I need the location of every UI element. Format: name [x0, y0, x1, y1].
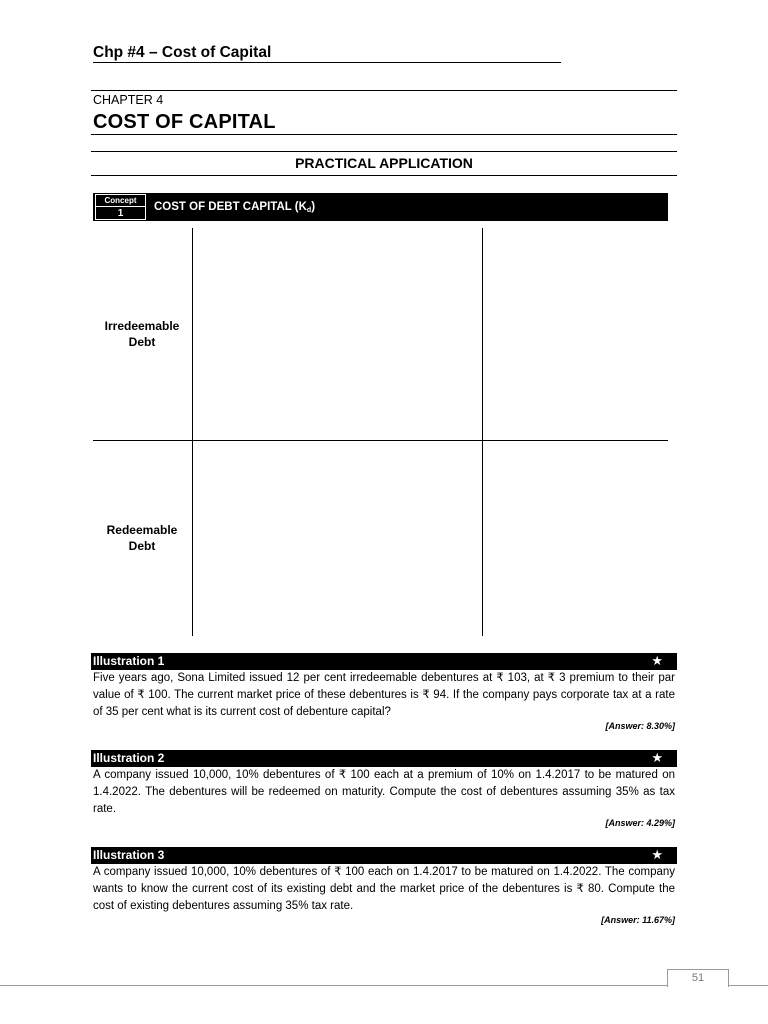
illustration-bar — [91, 847, 677, 864]
star-icon: ★ — [651, 653, 663, 668]
chapter-top-rule — [91, 90, 677, 91]
illustration-bar — [91, 653, 677, 670]
concept-number: 1 — [117, 208, 124, 219]
grid-divider-left — [192, 228, 193, 636]
illustration-answer: [Answer: 4.29%] — [605, 818, 675, 828]
chapter-bottom-rule — [91, 134, 677, 135]
chapter-label: CHAPTER 4 — [93, 93, 164, 107]
illustration-text: A company issued 10,000, 10% debentures of ₹ 100 each at a premium of 10% on 1.4.2017 to be matured on 1.4.2022. The debentures will be redeemed on maturity. Compute the cost of debentures assuming 35% as tax rate. — [93, 769, 675, 815]
concept-title — [154, 200, 315, 218]
illustration-text: Five years ago, Sona Limited issued 12 per cent irredeemable debentures at ₹ 103, at ₹ 3 premium to their par value of ₹ 100. The current market price of these debentures is ₹ 94. If the company pays corporate tax at a rate of 35 per cent what is its current cost of debenture capital? — [93, 672, 675, 718]
running-header: Chp #4 – Cost of Capital — [93, 44, 561, 63]
concept-title-text: COST OF DEBT CAPITAL (K — [154, 201, 307, 213]
section-top-rule — [91, 151, 677, 152]
concept-tag-label: Concept — [96, 195, 145, 207]
illustration-answer: [Answer: 8.30%] — [605, 721, 675, 731]
chapter-title: COST OF CAPITAL — [93, 111, 276, 133]
concept-tag — [95, 194, 146, 220]
star-icon: ★ — [651, 750, 663, 765]
section-heading: PRACTICAL APPLICATION — [295, 155, 473, 171]
grid-row-divider — [93, 440, 668, 441]
grid-divider-right — [482, 228, 483, 636]
illustration-text: A company issued 10,000, 10% debentures of ₹ 100 each on 1.4.2017 to be matured on 1.4.2022. The company wants to know the current cost of its existing debt and the market price of the debentures is ₹ 80. Compute the cost of existing debentures assuming 35% tax rate. — [93, 866, 675, 912]
page-number: 51 — [667, 969, 729, 987]
concept-title-subscript: d — [306, 207, 312, 214]
section-bottom-rule — [91, 175, 677, 176]
concept-bar — [93, 193, 668, 221]
row-label-redeemable-debt: Redeemable Debt — [106, 523, 178, 553]
row-label-irredeemable-debt: Irredeemable Debt — [104, 319, 180, 349]
concept-title-suffix: ) — [311, 201, 316, 213]
illustration-title: Illustration 2 — [93, 751, 165, 765]
star-icon: ★ — [651, 847, 663, 862]
illustration-answer: [Answer: 11.67%] — [601, 915, 675, 925]
illustration-bar — [91, 750, 677, 767]
footer-rule — [0, 985, 768, 986]
illustration-title: Illustration 1 — [93, 654, 165, 668]
illustration-title: Illustration 3 — [93, 848, 165, 862]
